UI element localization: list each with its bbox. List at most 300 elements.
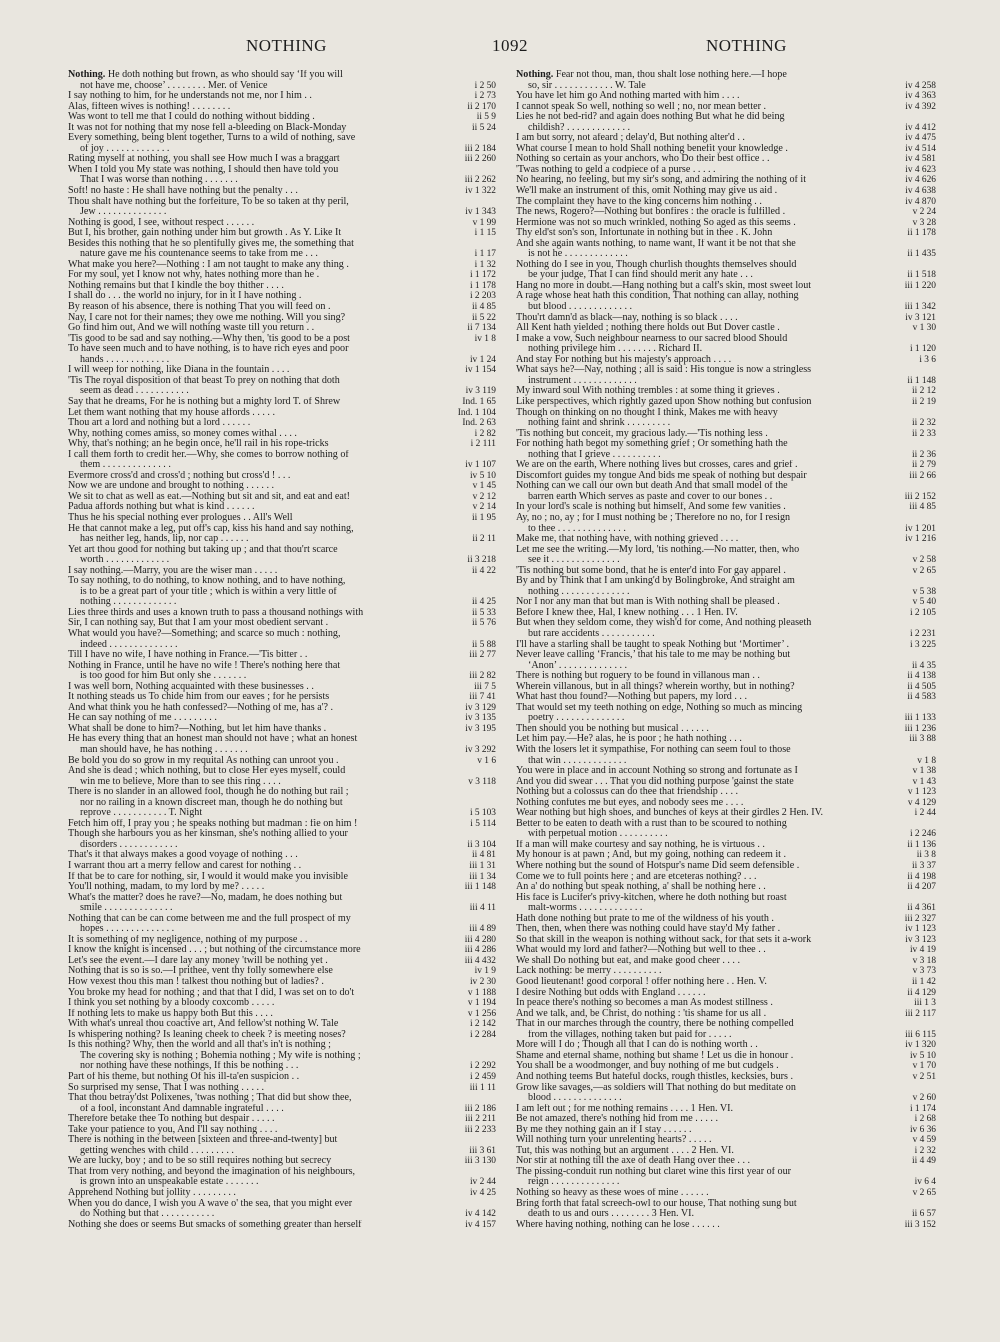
entry-line	[68, 914, 496, 925]
entry-text: Nay, I care not for their names; they owe me nothing. Will you sing?	[68, 312, 346, 323]
entry-line	[68, 734, 496, 745]
entry-reference: iv 3 195	[438, 724, 496, 735]
page-number: 1092	[492, 36, 528, 55]
entry-reference: iii 2 233	[438, 1125, 496, 1136]
entry-line	[516, 576, 936, 587]
entry-line	[68, 144, 496, 155]
entry-text: It nothing steads us To chide him from our eaves ; for he persists	[68, 692, 330, 703]
entry-reference: i 2 246	[878, 829, 936, 840]
entry-reference: iv 1 8	[438, 334, 496, 345]
entry-line	[68, 956, 496, 967]
entry-line	[516, 924, 936, 935]
entry-line	[516, 671, 936, 682]
entry-reference: ii 6 57	[878, 1209, 936, 1220]
entry-text: death to us and ours . . . . . . . . 3 Hen. VI.	[528, 1209, 695, 1220]
entry-line	[516, 1125, 936, 1136]
entry-line	[68, 608, 496, 619]
entry-reference: v 1 123	[878, 787, 936, 798]
entry-reference: ii 4 198	[878, 872, 936, 883]
entry-text: Like perspectives, which rightly gazed upon Show nothing but confusion	[516, 396, 812, 407]
entry-line	[516, 597, 936, 608]
entry-line	[516, 1220, 936, 1231]
entry-line	[68, 682, 496, 693]
entry-reference: v 1 43	[878, 777, 936, 788]
entry-text: 'Tis nothing but some bond, that he is enter'd into For gay apparel .	[516, 565, 786, 576]
entry-text: No hearing, no feeling, but my sir's song, and admiring the nothing of it	[516, 175, 807, 186]
entry-text: That I was worse than nothing . . . . . . .	[80, 175, 238, 186]
entry-reference: iv 4 142	[438, 1209, 496, 1220]
entry-line	[68, 302, 496, 313]
entry-reference: ii 4 81	[438, 850, 496, 861]
entry-text: With the losers let it sympathise, For nothing can seem foul to those	[516, 745, 791, 755]
entry-line	[68, 154, 496, 165]
entry-line	[516, 640, 936, 651]
entry-text: barren earth Which serves as paste and cover to our bones . .	[528, 491, 773, 502]
entry-line	[516, 724, 936, 735]
entry-reference: i 2 203	[438, 291, 496, 302]
entry-line	[516, 91, 936, 102]
entry-text: We are on the earth, Where nothing lives but crosses, cares and grief .	[516, 460, 798, 471]
entry-reference: i 2 459	[438, 1072, 496, 1083]
header-left-keyword: NOTHING	[246, 36, 327, 55]
entry-reference: i 2 111	[438, 439, 496, 450]
entry-text: win me to believe, More than to see this ring . . . .	[80, 776, 281, 787]
entry-line	[68, 70, 496, 81]
entry-reference: ii 4 25	[438, 597, 496, 608]
entry-line	[68, 492, 496, 503]
entry-line	[68, 808, 496, 819]
entry-text: Nothing but a colossus can do thee that friendship . . . .	[516, 787, 739, 798]
entry-text: Nothing do I see in you, Though churlish thoughts themselves should	[516, 259, 797, 270]
entry-reference: i 3 6	[878, 355, 936, 366]
entry-reference: v 4 129	[878, 798, 936, 809]
entry-text: Let's see the event.—I dare lay any money 'twill be nothing yet .	[68, 955, 328, 966]
entry-line	[516, 650, 936, 661]
header-right-keyword: NOTHING	[706, 36, 787, 55]
entry-reference: ii 3 8	[878, 850, 936, 861]
entry-text: instrument . . . . . . . . . . . . .	[528, 375, 637, 386]
entry-line	[516, 1114, 936, 1125]
entry-line	[68, 429, 496, 440]
entry-reference: ii 4 207	[878, 882, 936, 893]
entry-text: More will I do ; Though all that I can do is nothing worth . .	[516, 1040, 758, 1051]
entry-text: I cannot speak So well, nothing so well ; no, nor mean better .	[516, 101, 767, 112]
entry-reference: iv 4 638	[878, 186, 936, 197]
entry-text: but rare accidents . . . . . . . . . . .	[528, 628, 655, 639]
entry-text: Though she harbours you as her kinsman, she's nothing allied to your	[68, 829, 348, 840]
entry-reference: v 1 45	[438, 481, 496, 492]
entry-reference: v 1 70	[878, 1061, 936, 1072]
entry-text: so, sir . . . . . . . . . . . . W. Tale	[528, 80, 646, 91]
entry-text: Ay, no ; no, ay ; for I must nothing be ; Therefore no no, for I resign	[516, 512, 791, 523]
entry-line	[68, 513, 496, 524]
entry-text: The pissing-conduit run nothing but claret wine this first year of our	[516, 1166, 791, 1177]
entry-text: is not he . . . . . . . . . . . . .	[528, 249, 628, 260]
entry-reference: iv 1 154	[438, 365, 496, 376]
entry-text: For nothing hath begot my something grief ; Or something hath the	[516, 439, 788, 450]
entry-line	[68, 397, 496, 408]
entry-reference: ii 4 129	[878, 988, 936, 999]
entry-line	[516, 1177, 936, 1188]
entry-reference: i 1 32	[438, 260, 496, 271]
entry-text: Thou shalt have nothing but the forfeiture, To be so taken at thy peril,	[68, 196, 349, 207]
entry-text: To have seen much and to have nothing, is to have rich eyes and poor	[68, 344, 349, 355]
entry-line	[68, 439, 496, 450]
entry-line	[68, 450, 496, 461]
entry-line	[68, 481, 496, 492]
entry-line	[516, 713, 936, 724]
entry-line	[516, 1093, 936, 1104]
entry-line	[516, 302, 936, 313]
entry-line	[68, 587, 496, 598]
entry-text: nothing faint and shrink . . . . . . . . .	[528, 418, 671, 429]
entry-text: By me they nothing gain an if I stay . . . . . .	[516, 1124, 692, 1135]
entry-reference: iii 4 432	[438, 956, 496, 967]
entry-line	[68, 692, 496, 703]
entry-line	[516, 471, 936, 482]
entry-text: Then should you be nothing but musical . . . . . .	[516, 723, 709, 734]
entry-line	[516, 566, 936, 577]
entry-text: nothing privilege him . . . . . . . . Richard II.	[528, 344, 703, 355]
entry-text: Let them want nothing that my house affords . . . . .	[68, 407, 275, 418]
entry-reference: ii 5 33	[438, 608, 496, 619]
entry-line	[68, 988, 496, 999]
entry-reference: ii 4 138	[878, 671, 936, 682]
entry-line	[516, 291, 936, 302]
entry-line	[516, 966, 936, 977]
entry-text: The complaint they have to the king concerns him nothing . .	[516, 196, 762, 207]
entry-line	[68, 1009, 496, 1020]
entry-text: What says he?—Nay, nothing ; all is said : His tongue is now a stringless	[516, 365, 812, 376]
entry-reference: iv 4 581	[878, 154, 936, 165]
entry-text: My honour is at pawn ; And, but my going, nothing can redeem it .	[516, 850, 786, 861]
entry-line	[516, 218, 936, 229]
entry-reference: v 3 118	[438, 777, 496, 788]
entry-line	[68, 165, 496, 176]
entry-reference: iii 3 61	[438, 1146, 496, 1157]
entry-text: And what think you he hath confessed?—Nothing of me, has a'? .	[68, 702, 334, 713]
entry-text: Bring forth that fatal screech-owl to our house, That nothing sung but	[516, 1198, 797, 1209]
entry-line	[68, 661, 496, 672]
entry-reference: v 4 59	[878, 1135, 936, 1146]
entry-text: childish? . . . . . . . . . . . . .	[528, 122, 631, 133]
entry-reference: i 5 114	[438, 819, 496, 830]
entry-text: How vexest thou this man ! talkest thou nothing but of ladies? .	[68, 977, 324, 988]
entry-line	[68, 471, 496, 482]
entry-text: To say nothing, to do nothing, to know nothing, and to have nothing,	[68, 576, 346, 587]
entry-line	[516, 766, 936, 777]
entry-line	[516, 914, 936, 925]
entry-line	[68, 344, 496, 355]
entry-reference: iv 4 392	[878, 102, 936, 113]
entry-text: Nor stir at nothing till the axe of death Hang over thee . . .	[516, 1156, 751, 1167]
entry-line	[516, 682, 936, 693]
entry-text: By reason of his absence, there is nothing That you will feed on .	[68, 302, 331, 313]
entry-line	[68, 91, 496, 102]
entry-reference: iv 4 626	[878, 175, 936, 186]
entry-line	[516, 829, 936, 840]
entry-text: I call them forth to credit her.—Why, she comes to borrow nothing of	[68, 449, 349, 460]
entry-line	[68, 872, 496, 883]
entry-text: Thy eld'st son's son, Infortunate in nothing but in thee . K. John	[516, 228, 773, 239]
entry-line	[68, 534, 496, 545]
entry-reference: ii 1 435	[878, 249, 936, 260]
entry-line	[516, 545, 936, 556]
entry-line	[68, 903, 496, 914]
entry-reference: Ind. 1 104	[438, 408, 496, 419]
entry-reference: v 1 256	[438, 1009, 496, 1020]
entry-reference: ii 1 136	[878, 840, 936, 851]
entry-text: Apprehend Nothing but jollity . . . . . . . . .	[68, 1187, 236, 1198]
entry-text: Besides this nothing that he so plentifully gives me, the something that	[68, 238, 354, 249]
entry-text: Lies three thirds and uses a known truth to pass a thousand nothings with	[68, 607, 364, 618]
entry-reference: iii 3 152	[878, 1220, 936, 1231]
entry-reference: i 2 284	[438, 1030, 496, 1041]
entry-line	[68, 1209, 496, 1220]
entry-text: Be not amazed, there's nothing hid from me . . . . .	[516, 1114, 718, 1125]
entry-text: Where having nothing, nothing can he lose . . . . . .	[516, 1219, 720, 1230]
entry-line	[68, 418, 496, 429]
entry-line	[68, 1177, 496, 1188]
entry-text: What would my lord and father?—Nothing but well to thee . .	[516, 945, 766, 956]
entry-text: Soft! no haste : He shall have nothing but the penalty . . .	[68, 186, 298, 197]
entry-line	[68, 81, 496, 92]
entry-text: Till I have no wife, I have nothing in France.—'Tis bitter . .	[68, 650, 308, 661]
entry-line	[68, 566, 496, 577]
entry-text: With what's unreal thou coactive art, And fellow'st nothing W. Tale	[68, 1019, 339, 1030]
right-column	[516, 70, 936, 1335]
entry-reference: iii 1 148	[438, 882, 496, 893]
entry-line	[516, 534, 936, 545]
entry-text: Thou'rt damn'd as black—nay, nothing is so black . . . .	[516, 312, 738, 323]
entry-line	[68, 228, 496, 239]
entry-text: What make you here?—Nothing : I am not taught to make any thing .	[68, 259, 349, 270]
entry-text: Thou art a lord and nothing but a lord . . . . . .	[68, 418, 251, 429]
entry-reference: i 1 172	[438, 270, 496, 281]
entry-reference: iii 7 5	[438, 682, 496, 693]
entry-text: Hath done nothing but prate to me of the wildness of his youth .	[516, 913, 774, 924]
entry-text: nor no railing in a known discreet man, though he do nothing but	[80, 797, 343, 808]
entry-text: Hermione was not so much wrinkled, nothing So aged as this seems .	[516, 217, 796, 228]
entry-reference: ii 4 583	[878, 692, 936, 703]
entry-line	[516, 260, 936, 271]
entry-text: of joy . . . . . . . . . . . . .	[80, 143, 170, 154]
entry-line	[516, 123, 936, 134]
entry-reference: v 1 194	[438, 998, 496, 1009]
entry-text: indeed . . . . . . . . . . . . . .	[80, 639, 178, 650]
entry-text: And nothing teems But hateful docks, rough thistles, kecksies, burs .	[516, 1071, 793, 1082]
entry-reference: i 2 292	[438, 1061, 496, 1072]
entry-line	[516, 945, 936, 956]
entry-line	[516, 1188, 936, 1199]
entry-line	[516, 144, 936, 155]
entry-reference: v 1 38	[878, 766, 936, 777]
entry-reference: iv 1 24	[438, 355, 496, 366]
entry-line	[68, 502, 496, 513]
entry-reference: iii 1 342	[878, 302, 936, 313]
entry-line	[516, 397, 936, 408]
entry-text: is too good for him But only she . . . . . . .	[80, 671, 247, 682]
entry-text: But I, his brother, gain nothing under him but growth . As Y. Like It	[68, 228, 342, 239]
entry-text: Nothing. Fear not thou, man, thou shalt lose nothing here.—I hope	[516, 70, 787, 80]
entry-text: with perpetual motion . . . . . . . . . .	[528, 829, 668, 840]
entry-reference: v 5 40	[878, 597, 936, 608]
entry-line	[516, 481, 936, 492]
entry-line	[516, 882, 936, 893]
entry-reference: ii 3 104	[438, 840, 496, 851]
entry-text: I desire Nothing but odds with England . . . . . .	[516, 987, 706, 998]
entry-reference: iii 2 82	[438, 671, 496, 682]
entry-reference: iii 4 286	[438, 945, 496, 956]
entry-reference: iv 2 30	[438, 977, 496, 988]
entry-text: Nothing so heavy as these woes of mine . . . . . .	[516, 1187, 709, 1198]
entry-line	[68, 713, 496, 724]
entry-text: Grow like savages,—as soldiers will That nothing do but meditate on	[516, 1082, 796, 1093]
entry-line	[516, 977, 936, 988]
entry-line	[516, 365, 936, 376]
entry-text: disorders . . . . . . . . . . . .	[80, 839, 178, 850]
entry-reference: ii 1 518	[878, 270, 936, 281]
entry-reference: v 2 24	[878, 207, 936, 218]
entry-reference: iv 4 412	[878, 123, 936, 134]
entry-line	[516, 334, 936, 345]
entry-line	[68, 386, 496, 397]
entry-reference: ii 2 170	[438, 102, 496, 113]
entry-line	[516, 1146, 936, 1157]
entry-reference: i 2 231	[878, 629, 936, 640]
entry-line	[68, 924, 496, 935]
entry-line	[68, 861, 496, 872]
entry-text: Every something, being blent together, Turns to a wild of nothing, save	[68, 133, 356, 144]
entry-text: Though on thinking on no thought I think, Makes me with heavy	[516, 407, 778, 418]
entry-reference: iv 3 123	[878, 935, 936, 946]
entry-text: Shame and eternal shame, nothing but shame ! Let us die in honour .	[516, 1050, 794, 1061]
entry-text: Take your patience to you, And I'll say nothing . . . .	[68, 1124, 278, 1135]
entry-reference: ii 2 32	[878, 418, 936, 429]
entry-reference: i 5 103	[438, 808, 496, 819]
entry-text: 'Twas nothing to geld a codpiece of a purse . . . . .	[516, 164, 716, 175]
entry-line	[516, 840, 936, 851]
entry-reference: iii 2 262	[438, 175, 496, 186]
entry-text: You were in place and in account Nothing so strong and fortunate as I	[516, 766, 798, 777]
entry-reference: iv 6 4	[878, 1177, 936, 1188]
entry-text: Let him pay.—He? alas, he is poor ; he hath nothing . . .	[516, 734, 742, 745]
entry-reference: ii 4 22	[438, 566, 496, 577]
entry-line	[516, 408, 936, 419]
entry-line	[516, 819, 936, 830]
entry-text: He can say nothing of me . . . . . . . . .	[68, 713, 217, 724]
entry-text: When you do dance, I wish you A wave o' the sea, that you might ever	[68, 1198, 353, 1209]
entry-reference: iv 1 123	[878, 924, 936, 935]
entry-reference: v 1 8	[878, 756, 936, 767]
entry-line	[68, 1083, 496, 1094]
entry-line	[68, 935, 496, 946]
entry-text: That's it that always makes a good voyage of nothing . . .	[68, 850, 298, 861]
entry-line	[68, 1040, 496, 1051]
entry-line	[516, 608, 936, 619]
entry-text: nothing that I grieve . . . . . . . . . .	[528, 449, 661, 460]
entry-line	[68, 239, 496, 250]
entry-reference: ii 5 88	[438, 640, 496, 651]
entry-text: Nothing is good, I see, without respect . . . . . .	[68, 217, 255, 228]
entry-text: There is no slander in an allowed fool, though he do nothing but rail ;	[68, 787, 349, 798]
entry-text: hopes . . . . . . . . . . . . . .	[80, 924, 175, 935]
entry-text: reign . . . . . . . . . . . . . .	[528, 1177, 620, 1188]
entry-line	[516, 1156, 936, 1167]
entry-reference: i 2 73	[438, 91, 496, 102]
entry-line	[68, 1114, 496, 1125]
entry-line	[68, 724, 496, 735]
entry-line	[68, 376, 496, 387]
entry-line	[516, 956, 936, 967]
entry-text: Nothing that can be can come between me and the full prospect of my	[68, 913, 351, 924]
entry-text: Hang no more in doubt.—Hang nothing but a calf's skin, most sweet lout	[516, 280, 812, 291]
entry-line	[516, 175, 936, 186]
entry-line	[516, 102, 936, 113]
entry-reference: iv 4 25	[438, 1188, 496, 1199]
entry-line	[68, 893, 496, 904]
entry-text: You have let him go And nothing marted with him . . . .	[516, 91, 740, 102]
entry-text: do Nothing but that . . . . . . . . . . .	[80, 1209, 215, 1220]
entry-text: You shall be a woodmonger, and buy nothing of me but cudgels .	[516, 1061, 779, 1072]
entry-line	[516, 270, 936, 281]
entry-text: Alas, fifteen wives is nothing! . . . . . . . .	[68, 101, 231, 112]
entry-reference: v 2 12	[438, 492, 496, 503]
entry-line	[68, 102, 496, 113]
entry-line	[68, 313, 496, 324]
entry-reference: v 1 188	[438, 988, 496, 999]
entry-reference: i 1 178	[438, 281, 496, 292]
entry-text: has neither leg, hands, lip, nor cap . . . . . .	[80, 534, 249, 545]
entry-text: Where nothing but the sound of Hotspur's name Did seem defensible .	[516, 861, 800, 872]
entry-line	[68, 218, 496, 229]
entry-reference: v 1 99	[438, 218, 496, 229]
entry-line	[68, 829, 496, 840]
entry-text: What's the matter? does he rave?—No, madam, he does nothing but	[68, 892, 343, 903]
headword: Nothing.	[68, 70, 106, 80]
entry-line	[516, 513, 936, 524]
entry-text: But when they seldom come, they wish'd for come, And nothing pleaseth	[516, 618, 812, 629]
entry-line	[68, 270, 496, 281]
entry-line	[516, 344, 936, 355]
entry-text: Good lieutenant! good corporal ! offer nothing here . . Hen. V.	[516, 977, 767, 988]
entry-line	[516, 808, 936, 819]
entry-reference: iii 4 85	[878, 502, 936, 513]
entry-reference: iii 1 11	[438, 1083, 496, 1094]
entry-text: 'Tis The royal disposition of that beast To prey on nothing that doth	[68, 375, 340, 386]
entry-text: If nothing lets to make us happy both But this . . . .	[68, 1008, 273, 1019]
entry-line	[516, 777, 936, 788]
entry-line	[516, 524, 936, 535]
entry-reference: ii 5 22	[438, 313, 496, 324]
entry-line	[516, 893, 936, 904]
entry-line	[68, 798, 496, 809]
entry-line	[68, 281, 496, 292]
entry-text: I am but sorry, not afeard ; delay'd, But nothing alter'd . .	[516, 133, 745, 144]
entry-line	[516, 872, 936, 883]
entry-text: I think you set nothing by a bloody coxcomb . . . . .	[68, 998, 275, 1009]
entry-line	[516, 734, 936, 745]
entry-reference: iv 4 475	[878, 133, 936, 144]
entry-text: 'Tis nothing but conceit, my gracious lady.—'Tis nothing less .	[516, 428, 768, 439]
headword: Nothing.	[516, 70, 554, 80]
entry-line	[68, 618, 496, 629]
entry-line	[516, 935, 936, 946]
entry-text: That thou betray'dst Polixenes, 'twas nothing ; That did but show thee,	[68, 1093, 352, 1104]
entry-line	[516, 1167, 936, 1178]
left-column	[68, 70, 496, 1335]
entry-text: Was wont to tell me that I could do nothing without bidding .	[68, 112, 315, 123]
